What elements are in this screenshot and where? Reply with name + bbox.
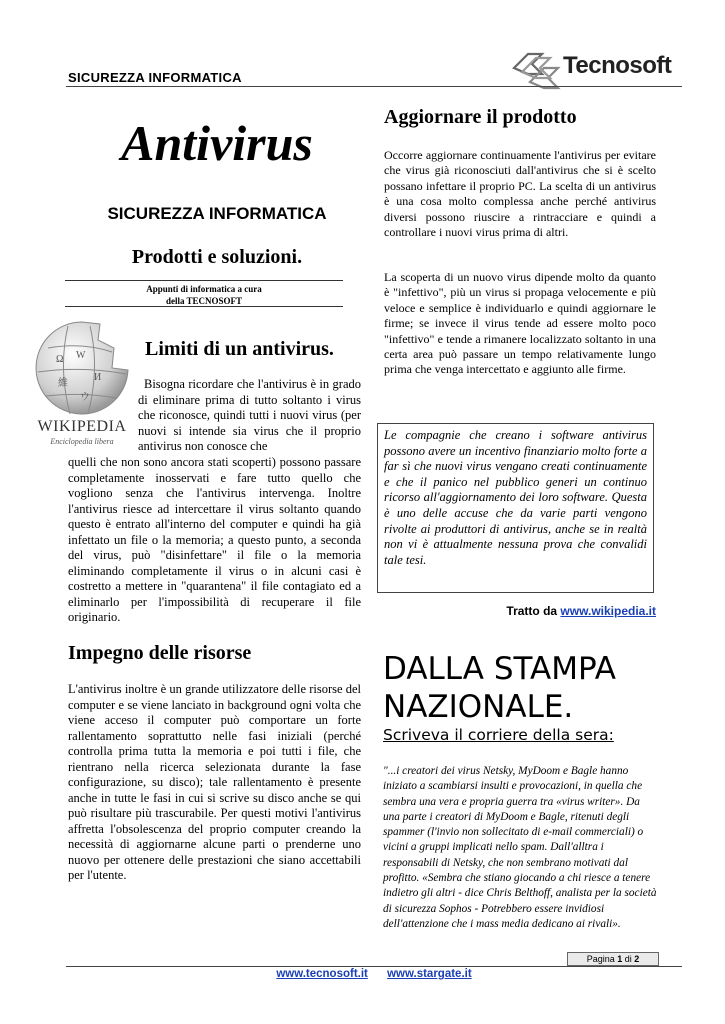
- footer-rule: [66, 966, 682, 967]
- logo-text: Tecnosoft: [563, 52, 672, 79]
- wikipedia-wordmark: WIKIPEDIA: [37, 418, 127, 435]
- svg-text:維: 維: [58, 378, 68, 389]
- svg-text:Ω: Ω: [56, 354, 64, 365]
- wikipedia-globe-icon: [28, 318, 136, 418]
- subtitle-caps: SICUREZZA INFORMATICA: [107, 204, 327, 223]
- subheading-scriveva: Scriveva il corriere della sera:: [383, 726, 614, 744]
- paragraph: quelli che non sono ancora stati scoperti) possono passare completamente inosservati e fare tutto quello che vogliono senza che l'antivirus intervenga. Inoltre l'antivirus riesce ad intercettare il virus soltanto quando questo è entrato all'interno del computer e quindi ha già infettato un file o la memoria; a questo punto, a seconda del virus, può "disinfettare" il file o la memoria eliminando completamente il virus o in alcuni casi è costretto a mettere in "quarantena" il file contagiato ed a eliminarlo per l'impossibilità di recuperare il file originario.: [68, 455, 361, 624]
- impegno-text: L'antivirus inoltre è un grande utilizzatore delle risorse del computer e se viene lanciato in background ogni volta che viene acceso il computer può comportare un forte rallentamento soprattutto nelle fasi iniziali (perché controlla prima tutta la memoria e poi tutti i file, che rientrano nella ricerca selezionata durante la fase configurazione, su disco); tale rallentamento è presente anche in tutte le fasi in cui si scrive su disco anche se qui può risultare più trascurabile. Per questi motivi l'antivirus affretta l'obsolescenza del proprio computer creando la necessità di aggiornarne alcune parti o prenderne uno nuovo per ottenere delle prestazioni che siano accettabili per l'utente.: [68, 682, 361, 882]
- wikipedia-link[interactable]: www.wikipedia.it: [560, 604, 656, 618]
- svg-text:W: W: [76, 350, 86, 361]
- main-title: Antivirus: [121, 115, 313, 171]
- heading-aggiornare: Aggiornare il prodotto: [384, 106, 577, 128]
- source-label: Tratto da: [506, 604, 561, 618]
- quote-text: Le compagnie che creano i software antivirus possono avere un incentivo finanziario molto forte a far sì che nuovi virus vengano creati continuamente e che il panico nel pubblico generi un continuo ricorso all'aggiornamento dei loro software. Questa è uno delle accuse che da varie parti vengono rivolte ai produttori di antivirus, anche se in realtà non vi è attualmente nessuna prova che convalidi tale tesi.: [384, 428, 647, 567]
- wikipedia-tagline: Enciclopedia libera: [50, 437, 114, 446]
- page-indicator: [567, 952, 659, 966]
- page-sep: di: [622, 954, 635, 964]
- page-label: Pagina: [586, 954, 618, 964]
- heading-impegno: Impegno delle risorse: [68, 642, 252, 664]
- stargate-link[interactable]: www.stargate.it: [387, 968, 472, 980]
- footer-links: [66, 968, 682, 980]
- section-header-title: SICUREZZA INFORMATICA: [68, 70, 242, 85]
- divider: [65, 306, 343, 307]
- heading-limiti: Limiti di un antivirus.: [145, 338, 334, 360]
- aggiornare-paragraph-1: Occorre aggiornare continuamente l'antivirus per evitare che virus già riconosciuti dall'antivirus che si è scelto possano infettare il proprio PC. La scelta di un antivirus è una cosa molto complessa anche perché antivirus diversi possono riuscire a rintracciare e quindi a controllare i nuovi virus prima di altri.: [384, 148, 656, 240]
- header-rule: [66, 86, 682, 87]
- quote-box: [377, 423, 654, 593]
- svg-text:И: И: [94, 372, 102, 383]
- limiti-text-narrow: [138, 377, 361, 455]
- aggiornare-paragraph-2: La scoperta di un nuovo virus dipende molto da quanto è "infettivo", più un virus si propaga velocemente e più veloce e semplice è individuarlo e quindi aggiornare le firme; se invece il virus tende ad essere molto poco "infettivo" e tende a rimanere localizzato soltanto in una certa area può passare un tempo relativamente lungo prima che venga intercettato e aggiunto alle firme.: [384, 270, 656, 377]
- tecnosoft-link[interactable]: www.tecnosoft.it: [276, 968, 368, 980]
- limiti-text-wide: [68, 455, 361, 626]
- divider: [65, 280, 343, 281]
- appunti-note: [65, 283, 343, 307]
- svg-text:ウ: ウ: [80, 392, 90, 403]
- source-credit: [384, 604, 656, 618]
- stampa-quote-text: "...i creatori dei virus Netsky, MyDoom e Bagle hanno iniziato a scambiarsi insulti e provocazioni, in quella che sembra una vera e propria guerra tra «virus writer». Da una parte i creatori di MyDoom e Bagle, ritenuti degli spammer (l'invio non sollecitato di e-mail commerciali) o vicini a gruppi implicati nello spam. Dall'alltra i responsabili di Netsky, che non sembrano motivati dal profitto. «Sembra che stiano giocando a chi riesce a tenere indietro gli altri - dice Chris Belthoff, analista per la società di sicurezza Sophos - Potrebbero essere invidiosi dell'attenzione che i mass media dedicano ai rivali».: [383, 765, 657, 930]
- heading-dalla-stampa: DALLA STAMPA NAZIONALE.: [383, 651, 616, 725]
- appunti-line-1: Appunti di informatica a cura: [146, 284, 262, 294]
- appunti-line-2: della TECNOSOFT: [165, 296, 243, 306]
- page-total: 2: [634, 954, 640, 964]
- page-current: 1: [617, 954, 623, 964]
- paragraph: Bisogna ricordare che l'antivirus è in grado di eliminare prima di tutto soltanto i virus che riconosce, quindi tutti i nuovi virus (per nuovi si intende sia virus che il proprio antivirus non conosce che: [138, 377, 361, 453]
- subtitle: Prodotti e soluzioni.: [131, 246, 303, 268]
